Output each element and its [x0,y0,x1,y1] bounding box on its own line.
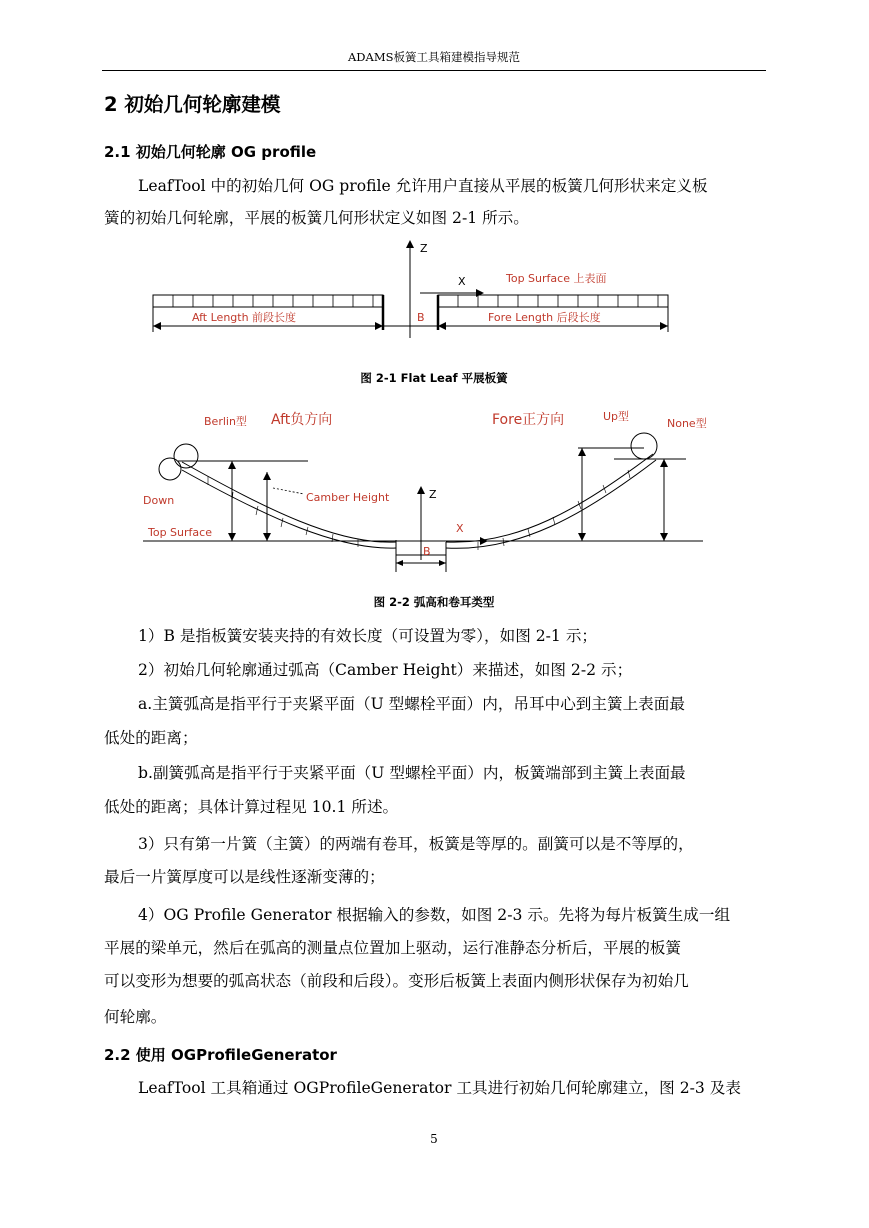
fig2-none-label: None型 [667,417,707,430]
section-title: 2 初始几何轮廓建模 [104,93,281,116]
figure-2-2-camber-eye-types [138,400,708,585]
figure-2-1-flat-leaf [140,238,680,348]
subsection-title-2-1: 2.1 初始几何轮廓 OG profile [104,143,317,161]
figure-2-2-caption: 图 2-2 弧高和卷耳类型 [373,595,495,609]
page-number: 5 [430,1132,438,1146]
list-item-3-line-1: 3）只有第一片簧（主簧）的两端有卷耳，板簧是等厚的。副簧可以是不等厚的， [138,835,694,853]
list-item-4-line-2: 平展的梁单元，然后在弧高的测量点位置加上驱动，运行准静态分析后，平展的板簧 [104,939,681,957]
list-item-1: 1）B 是指板簧安装夹持的有效长度（可设置为零），如图 2-1 示； [138,627,598,645]
list-item-4-line-1: 4）OG Profile Generator 根据输入的参数，如图 2-3 示。先将为每片板簧生成一组 [138,906,731,924]
fig2-camber-label: Camber Height [306,491,390,504]
subsection-title-2-2: 2.2 使用 OGProfileGenerator [104,1046,337,1064]
fig1-aft-length-label: Aft Length 前段长度 [192,311,297,324]
list-item-b-line-1: b.副簧弧高是指平行于夹紧平面（U 型螺栓平面）内，板簧端部到主簧上表面最 [138,764,686,782]
list-item-a-line-1: a.主簧弧高是指平行于夹紧平面（U 型螺栓平面）内，吊耳中心到主簧上表面最 [138,695,685,713]
fig1-x-label: X [458,275,466,288]
fig2-aft-dir-label: Aft负方向 [271,412,333,428]
para-1-line-2: 簧的初始几何轮廓，平展的板簧几何形状定义如图 2-1 所示。 [104,209,529,227]
figure-2-1-caption: 图 2-1 Flat Leaf 平展板簧 [360,371,508,385]
fig2-up-label: Up型 [603,410,630,423]
fig2-berlin-label: Berlin型 [204,415,247,428]
fig2-z-label: Z [429,488,437,501]
fig2-x-label: X [456,522,464,535]
fig1-b-label: B [417,311,425,324]
list-item-2: 2）初始几何轮廓通过弧高（Camber Height）来描述，如图 2-2 示； [138,661,633,679]
running-header: ADAMS板簧工具箱建模指导规范 [348,50,520,64]
fig2-b-label: B [423,545,431,558]
list-item-b-line-2: 低处的距离；具体计算过程见 10.1 所述。 [104,798,399,816]
list-item-a-line-2: 低处的距离； [104,729,198,747]
list-item-4-line-4: 何轮廓。 [104,1008,167,1026]
fig2-top-surface-label: Top Surface [148,526,212,539]
fig1-z-label: Z [420,242,428,255]
para-last: LeafTool 工具箱通过 OGProfileGenerator 工具进行初始几何轮廓建立，图 2-3 及表 [138,1079,741,1097]
fig2-down-label: Down [143,494,175,507]
list-item-4-line-3: 可以变形为想要的弧高状态（前段和后段）。变形后板簧上表面内侧形状保存为初始几 [104,972,689,990]
header-rule [102,70,766,71]
para-1-line-1: LeafTool 中的初始几何 OG profile 允许用户直接从平展的板簧几何形状来定义板 [138,177,708,195]
fig1-top-surface-label: Top Surface 上表面 [506,272,607,285]
list-item-3-line-2: 最后一片簧厚度可以是线性逐渐变薄的； [104,868,385,886]
fig1-fore-length-label: Fore Length 后段长度 [488,311,601,324]
fig2-fore-dir-label: Fore正方向 [492,412,565,428]
